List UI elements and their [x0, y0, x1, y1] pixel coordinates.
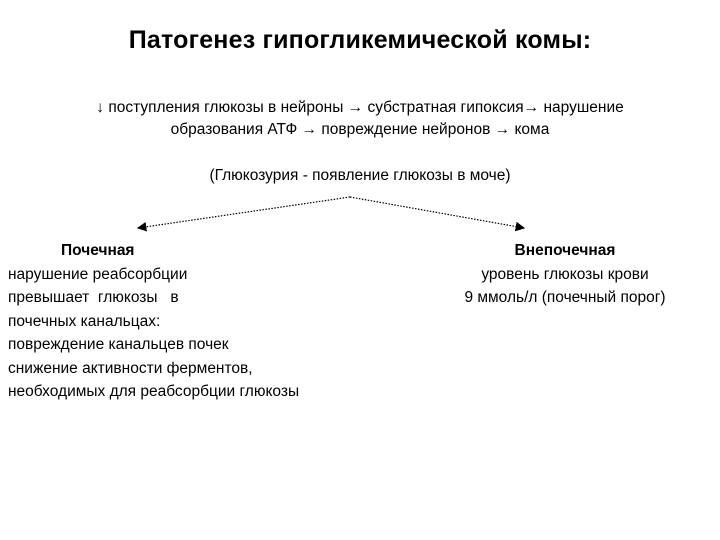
extrarenal-heading: Внепочечная [514, 242, 616, 259]
renal-line-1: нарушение реабсорбции [8, 265, 188, 283]
right-branch-arrow [350, 197, 524, 228]
extrarenal-glucosuria-block [420, 239, 710, 310]
renal-line-5: снижение активности ферментов, [8, 359, 253, 377]
extrarenal-line-2: 9 ммоль/л (почечный порог) [464, 289, 666, 306]
extrarenal-line-1: уровень глюкозы крови [481, 265, 649, 283]
left-branch-arrow [138, 197, 350, 228]
renal-line-6: необходимых для реабсорбции глюкозы [8, 383, 300, 400]
glucosuria-note: (Глюкозурия - появление глюкозы в моче) [209, 167, 511, 184]
chain-line-2: образования АТФ → повреждение нейронов → кома [170, 121, 550, 138]
slide-title: Патогенез гипогликемической комы: [128, 26, 592, 54]
renal-line-4: повреждение канальцев почек [8, 336, 229, 353]
renal-line-2: превышает глюкозы в [8, 289, 179, 306]
renal-glucosuria-block [8, 239, 388, 404]
renal-line-3: почечных канальцах: [8, 312, 161, 330]
renal-heading: Почечная [61, 242, 135, 259]
chain-line-1: ↓ поступления глюкозы в нейроны → субстратная гипоксия→ нарушение [96, 99, 624, 116]
